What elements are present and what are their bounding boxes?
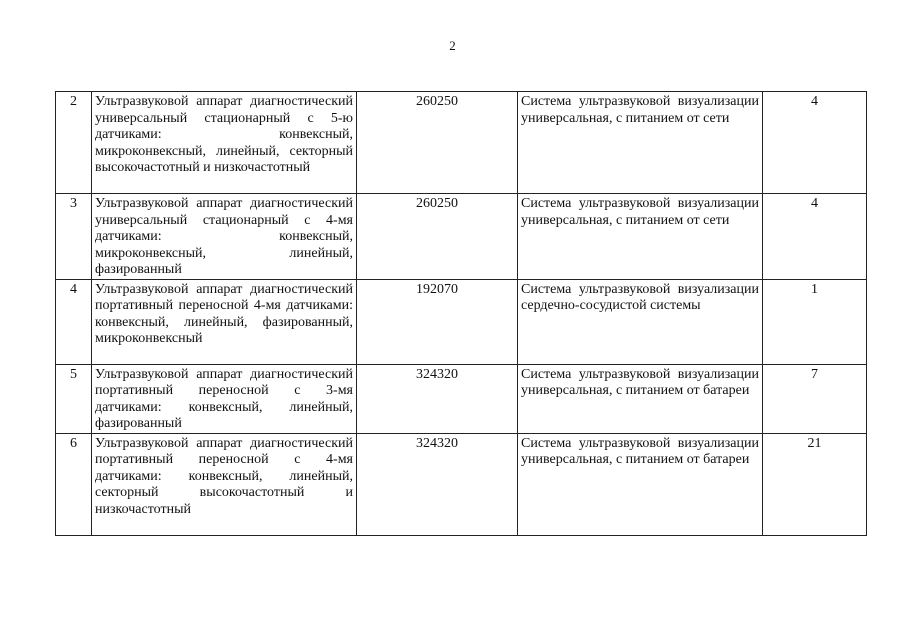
quantity-cell: 21 xyxy=(763,433,867,535)
equipment-name-cell: Ультразвуковой аппарат диагностический универсальный стационарный с 5-ю датчиками: конвексный, микроконвексный, линейный, секторный высокочастотный и низкочастотный xyxy=(92,92,357,194)
nkmi-code-cell: 260250 xyxy=(357,194,518,280)
nkmi-code-cell: 192070 xyxy=(357,279,518,364)
classification-cell: Система ультразвуковой визуализации сердечно-сосудистой системы xyxy=(518,279,763,364)
nkmi-code-cell: 324320 xyxy=(357,433,518,535)
table-row xyxy=(56,364,867,433)
classification-cell: Система ультразвуковой визуализации универсальная, с питанием от батареи xyxy=(518,433,763,535)
table-row xyxy=(56,433,867,535)
table-row xyxy=(56,279,867,364)
equipment-name-cell: Ультразвуковой аппарат диагностический портативный переносной 4-мя датчиками: конвексный, линейный, фазированный, микроконвексный xyxy=(92,279,357,364)
classification-cell: Система ультразвуковой визуализации универсальная, с питанием от сети xyxy=(518,92,763,194)
equipment-name-cell: Ультразвуковой аппарат диагностический универсальный стационарный с 4-мя датчиками: конвексный, микроконвексный, линейный, фазированный xyxy=(92,194,357,280)
row-number-cell: 2 xyxy=(56,92,92,194)
row-number-cell: 3 xyxy=(56,194,92,280)
quantity-cell: 4 xyxy=(763,194,867,280)
quantity-cell: 1 xyxy=(763,279,867,364)
classification-cell: Система ультразвуковой визуализации универсальная, с питанием от сети xyxy=(518,194,763,280)
row-number-cell: 5 xyxy=(56,364,92,433)
equipment-table xyxy=(55,91,867,536)
equipment-name-cell: Ультразвуковой аппарат диагностический портативный переносной с 4-мя датчиками: конвексный, линейный, секторный высокочастотный и низкочастотный xyxy=(92,433,357,535)
quantity-cell: 4 xyxy=(763,92,867,194)
classification-cell: Система ультразвуковой визуализации универсальная, с питанием от батареи xyxy=(518,364,763,433)
row-number-cell: 4 xyxy=(56,279,92,364)
equipment-name-cell: Ультразвуковой аппарат диагностический портативный переносной с 3-мя датчиками: конвексный, линейный, фазированный xyxy=(92,364,357,433)
nkmi-code-cell: 260250 xyxy=(357,92,518,194)
page-number: 2 xyxy=(449,38,456,53)
table-row xyxy=(56,194,867,280)
table-row xyxy=(56,92,867,194)
quantity-cell: 7 xyxy=(763,364,867,433)
nkmi-code-cell: 324320 xyxy=(357,364,518,433)
row-number-cell: 6 xyxy=(56,433,92,535)
